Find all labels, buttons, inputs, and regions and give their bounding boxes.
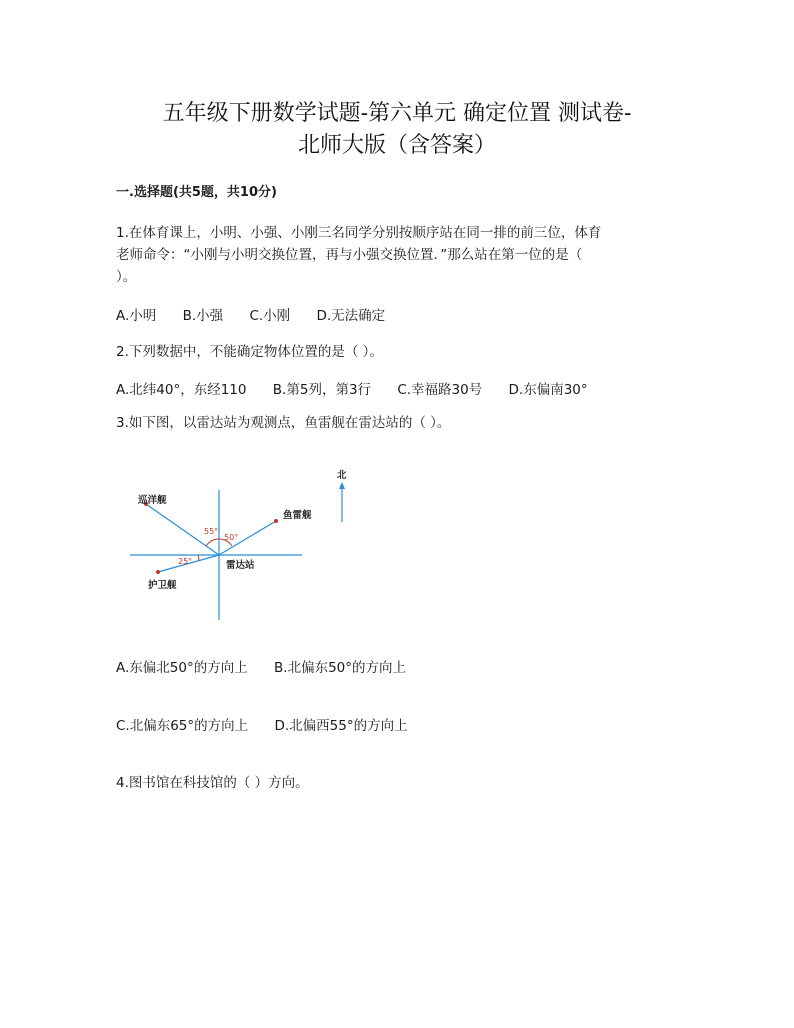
option-c: C.小刚 [249,308,291,324]
option-d: D.无法确定 [316,308,386,324]
option-c: C.北偏东65°的方向上 [116,718,249,734]
page-title-line1: 五年级下册数学试题-第六单元 确定位置 测试卷- [162,101,632,126]
option-b: B.第5列，第3行 [272,382,372,398]
angle-arc-25 [198,555,199,561]
escort-point [156,570,160,574]
option-b: B.小强 [182,308,224,324]
angle-arc-55 [206,539,219,546]
radar-label: 雷达站 [226,560,255,571]
question-4: 4.图书馆在科技馆的（ ）方向。 [116,775,309,791]
option-d: D.北偏西55°的方向上 [274,718,408,734]
angle-label-25: 25° [178,557,193,566]
option-c: C.幸福路30号 [397,382,483,398]
torpedo-label: 鱼雷舰 [283,510,312,521]
section-heading: 一.选择题(共5题，共10分) [116,185,277,200]
angle-label-50: 50° [224,533,239,542]
option-a: A.东偏北50°的方向上 [116,660,248,676]
north-label: 北 [337,470,347,481]
question-1-line1: 1.在体育课上，小明、小强、小刚三名同学分别按顺序站在同一排的前三位，体育 [116,225,602,241]
direction-diagram [118,460,358,625]
option-d: D.东偏南30° [508,382,588,398]
question-1-line3: ）。 [116,269,137,285]
cruiser-label: 巡洋舰 [138,495,167,506]
question-2-options [116,378,610,398]
option-a: A.北纬40°，东经110 [116,382,247,398]
question-3-options-row2 [116,714,430,734]
page-title-line2: 北师大版（含答案） [297,133,496,158]
escort-label: 护卫舰 [148,580,177,591]
option-b: B.北偏东50°的方向上 [274,660,406,676]
torpedo-point [274,519,278,523]
question-1-options [116,304,407,324]
question-3-options-row1 [116,656,428,676]
angle-label-55: 55° [204,527,219,536]
option-a: A.小明 [116,308,157,324]
question-3: 3.如下图，以雷达站为观测点，鱼雷舰在雷达站的（ ）。 [116,415,451,431]
question-1 [116,222,686,288]
question-2: 2.下列数据中，不能确定物体位置的是（ ）。 [116,344,383,360]
north-arrow-icon [339,482,345,489]
question-1-line2: 老师命令：“小刚与小明交换位置，再与小强交换位置．”那么站在第一位的是（ [116,247,583,263]
